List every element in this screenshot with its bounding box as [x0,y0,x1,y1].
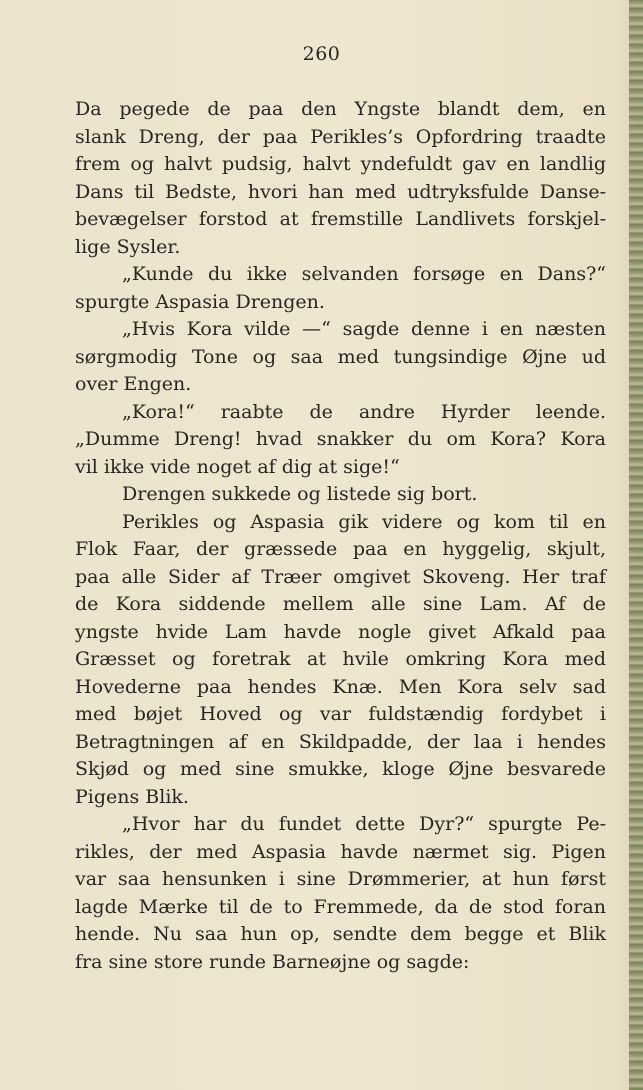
text-line: „Hvor har du fundet dette Dyr?“ spurgte Pe- [122,813,606,835]
text-line: over Engen. [75,373,192,395]
text-line: sørgmodig Tone og saa med tungsindige Øjne ud [75,345,606,368]
text-line: Flok Faar, der græssede paa en hyggelig, skjult, [75,538,606,560]
text-line: Hovederne paa hendes Knæ. Men Kora selv sad [75,675,606,698]
text-line: Pigens Blik. [75,785,189,808]
text-line: var saa hensunken i sine Drømmerier, at hun først [75,868,606,890]
text-line: Perikles og Aspasia gik videre og kom til en [122,510,606,533]
text-line: rikles, der med Aspasia havde nærmet sig. Pigen [75,840,606,863]
text-line: „Kunde du ikke selvanden forsøge en Dans?“ [122,263,606,285]
text-line: hende. Nu saa hun op, sendte dem begge et Blik [75,923,606,945]
text-line: lige Sysler. [75,235,181,258]
text-line: fra sine store runde Barneøjne og sagde: [75,950,470,973]
page-number: 260 [302,43,341,65]
text-line: de Kora siddende mellem alle sine Lam. Af de [75,593,606,615]
text-line: yngste hvide Lam havde nogle givet Afkald paa [75,620,606,643]
text-line: spurgte Aspasia Drengen. [75,290,325,313]
text-line: Græsset og foretrak at hvile omkring Kora med [75,648,606,670]
text-line: Drengen sukkede og listede sig bort. [122,483,478,505]
text-line: bevægelser forstod at fremstille Landlivets forskjel- [75,208,606,230]
text-line: „Kora!“ raabte de andre Hyrder leende. [122,400,606,423]
text-line: paa alle Sider af Træer omgivet Skoveng. Her traf [75,565,606,588]
text-line: slank Dreng, der paa Perikles’s Opfordring traadte [75,125,606,148]
body-text [75,96,606,976]
text-line: Betragtningen af en Skildpadde, der laa i hendes [75,730,606,753]
text-line: Dans til Bedste, hvori han med udtryksfulde Danse- [75,180,606,203]
text-line: Skjød og med sine smukke, kloge Øjne besvarede [75,758,606,780]
page-edge [629,0,643,1090]
text-line: „Hvis Kora vilde —“ sagde denne i en næsten [122,318,606,340]
text-line: vil ikke vide noget af dig at sige!“ [75,455,400,478]
text-line: frem og halvt pudsig, halvt yndefuldt gav en landlig [75,153,606,175]
text-line: lagde Mærke til de to Fremmede, da de stod foran [75,895,606,918]
text-line: med bøjet Hoved og var fuldstændig fordybet i [75,703,606,725]
text-line: Da pegede de paa den Yngste blandt dem, en [75,98,606,120]
text-line: „Dumme Dreng! hvad snakker du om Kora? Kora [75,428,606,450]
